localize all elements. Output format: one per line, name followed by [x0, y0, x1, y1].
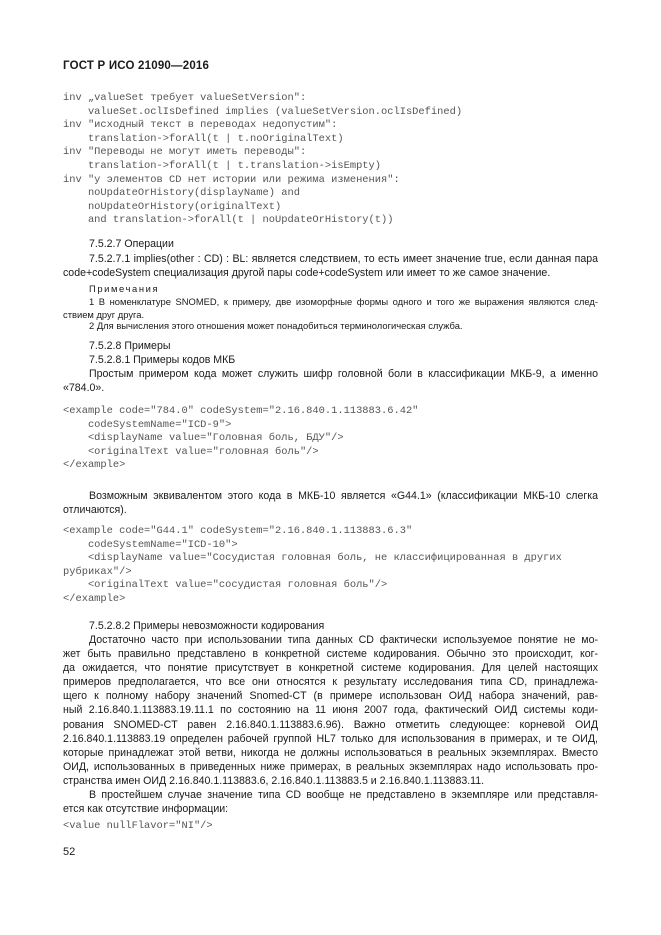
page-number: 52 [63, 846, 76, 858]
uncodable-paragraph-1: Достаточно часто при использовании типа данных CD фактически используемое понятие не мо- жет быть правильно представлено в конкретной системе кодирования. Обычно это происходит, ког- да ожидается, что понятие присутствует в конкретной системе кодирования. Для целей настоящих примеров предполагается, что все они относятся к результату исследования типа CD, принадлежа- щего к полному набору значений Snomed-CT (в примере использован ОИД набора значений, рав- ный 2.16.840.1.113883.19.11.1 по состоянию на 11 июня 2007 года, фактический ОИД системы коди- рования SNOMED-CT равен 2.16.840.1.113883.6.96). Важно отметить следующее: корневой ОИД 2.16.840.1.113883.19 определен рабочей группой HL7 только для использования в примерах, и те ОИД, которые принадлежат этой ветви, никогда не должны использоваться в реальных экземплярах. Вместо ОИД, использованных в приведенных ниже примерах, в реальных экземплярах надо использовать про- странства имен ОИД 2.16.840.1.113883.6, 2.16.840.1.113883.5 и 2.16.840.1.113883.11. [63, 634, 598, 787]
section-heading-operations: 7.5.2.7 Операции [89, 238, 174, 250]
code-line: valueSet.oclIsDefined implies (valueSetVersion.oclIsDefined) [63, 105, 463, 118]
section-heading-examples: 7.5.2.8 Примеры [89, 340, 171, 352]
code-line: рубриках"/> [63, 565, 132, 578]
ocl-code-block [63, 92, 462, 228]
code-line: codeSystemName="ICD-9"> [63, 418, 232, 431]
code-line: <displayName value="Головная боль, БДУ"/> [63, 432, 344, 445]
code-line: codeSystemName="ICD-10"> [63, 538, 238, 551]
code-line: <example code="784.0" codeSystem="2.16.840.1.113883.6.42" [63, 405, 419, 417]
code-line: <example code="G44.1" codeSystem="2.16.840.1.113883.6.3" [63, 525, 413, 537]
code-line: translation->forAll(t | t.noOriginalText) [63, 132, 344, 145]
code-line: inv "у элементов CD нет истории или режима изменения": [63, 173, 400, 186]
code-line: inv "Переводы не могут иметь переводы": [63, 146, 307, 159]
code-line: noUpdateOrHistory(displayName) and [63, 187, 300, 200]
code-line: and translation->forAll(t | noUpdateOrHistory(t)) [63, 214, 394, 227]
document-header: ГОСТ Р ИСО 21090—2016 [63, 60, 210, 72]
section-heading-uncodable: 7.5.2.8.2 Примеры невозможности кодирования [89, 620, 325, 632]
code-line: <originalText value="головная боль"/> [63, 445, 319, 458]
code-line: translation->forAll(t | t.translation->isEmpty) [63, 159, 382, 172]
icd9-xml-example [63, 405, 418, 473]
code-line: <displayName value="Сосудистая головная боль, не классифицированная в других [63, 552, 562, 565]
note-2: 2 Для вычисления этого отношения может понадобиться терминологическая служба. [89, 320, 463, 331]
note-1: 1 В номенклатуре SNOMED, к примеру, две изоморфные формы одного и того же выражения являются след- ствием друг друга. [63, 296, 598, 320]
icd10-xml-example [63, 525, 562, 607]
section-heading-icd-examples: 7.5.2.8.1 Примеры кодов МКБ [89, 354, 236, 366]
code-line: inv „valueSet требует valueSetVersion": [63, 92, 307, 104]
icd9-paragraph: Простым примером кода может служить шифр головной боли в классификации МКБ-9, а именно «784.0». [63, 368, 598, 395]
code-line: <value nullFlavor="NI"/> [63, 820, 213, 832]
uncodable-paragraph-2: В простейшем случае значение типа CD вообще не представлено в экземпляре или представля- ется как отсутствие информации: [63, 789, 598, 816]
code-line: </example> [63, 459, 126, 472]
code-line: noUpdateOrHistory(originalText) [63, 200, 282, 213]
implies-paragraph: 7.5.2.7.1 implies(other : CD) : BL: является следствием, то есть имеет значение true, если данная пара code+codeSystem специализация другой пары code+codeSystem или имеет то же самое значение. [63, 253, 598, 280]
notes-title: Примечания [89, 283, 160, 294]
icd10-paragraph: Возможным эквивалентом этого кода в МКБ-10 является «G44.1» (классификации МКБ-10 слегка отличаются). [63, 490, 598, 517]
code-line: <originalText value="сосудистая головная боль"/> [63, 579, 388, 592]
code-line: inv "исходный текст в переводах недопустим": [63, 119, 338, 132]
code-line: </example> [63, 592, 126, 605]
nullflavor-xml-example [63, 820, 213, 834]
